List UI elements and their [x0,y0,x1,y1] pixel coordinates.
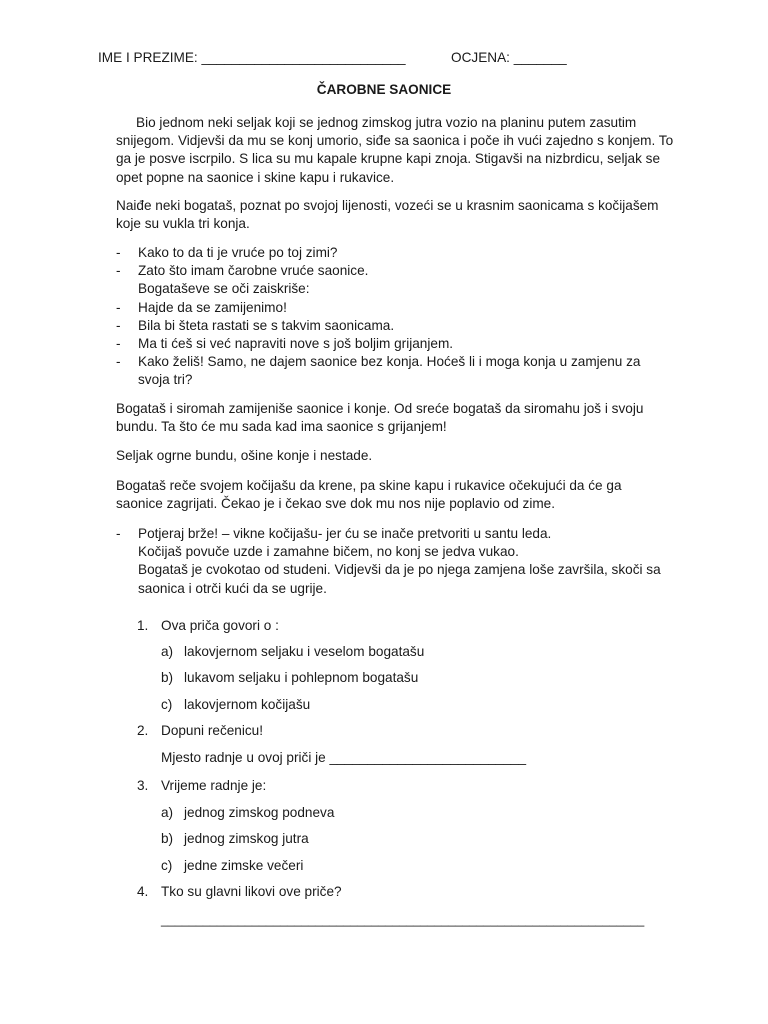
dialogue-text: Hajde da se zamijenimo! [138,299,287,315]
text-line: Naiđe neki bogataš, poznat po svojoj lijenosti, vozeći se u krasnim saonicama s kočijašem [116,198,659,213]
story-paragraph-4 [116,447,686,465]
question-text: Vrijeme radnje je: [161,778,267,793]
story-paragraph-3 [116,400,686,436]
dialogue-line [116,543,686,561]
option-letter: c) [161,697,173,712]
dialogue-text: svoja tri? [138,372,193,388]
dialogue-text: Kočijaš povuče uzde i zamahne bičem, no konj se jedva vukao. [138,544,519,560]
dialogue-text: Kako želiš! Samo, ne dajem saonice bez konja. Hoćeš li i moga konja u zamjenu za [138,354,641,370]
dash-marker: - [116,526,121,541]
option-letter: c) [161,858,173,873]
story-paragraph-1 [116,114,686,187]
option-letter: b) [161,670,174,685]
option-letter: b) [161,831,174,846]
dialogue-line [116,280,686,298]
dash-marker: - [116,354,121,370]
dialogue-line [116,561,686,579]
story-paragraph-2 [116,197,686,233]
dialogue-text: Kako to da ti je vruće po toj zimi? [138,245,338,260]
text-line: saonice zagrijati. Čekao je i čekao sve dok mu nos nije poplavio od zime. [116,496,556,512]
dialogue-text: saonica i otrči kući da se ugrije. [138,580,327,596]
dash-marker: - [116,317,121,333]
question-number: 1. [137,618,149,633]
dialogue-text: Bila bi šteta rastati se s takvim saonicama. [138,317,395,333]
grade-blank[interactable]: _______ [513,50,567,65]
text-line: bundu. Ta što će mu sada kad ima saonice s grijanjem! [116,419,447,435]
option-text: jednog zimskog podneva [184,805,335,820]
answer-line[interactable]: _____________________________________________________________________ [161,913,645,927]
option-text: lakovjernom kočijašu [184,697,311,712]
dialogue-text: Bogataš je cvokotao od studeni. Vidjevši da je po njega zamjena loše završila, skoči sa [138,562,661,578]
story-title: ČAROBNE SAONICE [316,82,452,97]
grade-field[interactable] [451,49,567,67]
text-line: Bogataš i siromah zamijeniše saonice i konje. Od sreće bogataš da siromahu još i svoju [116,401,644,416]
name-label: IME I PREZIME: [98,50,198,65]
dialogue-line [116,335,686,353]
fill-in-sentence[interactable]: Mjesto radnje u ovoj priči je __________________________ [161,750,527,765]
text-line: Bogataš reče svojem kočijašu da krene, pa skine kapu i rukavice očekujući da će ga [116,478,622,493]
story-paragraph-5 [116,477,686,513]
dialogue-text: Ma ti ćeš si već napraviti nove s još boljim grijanjem. [138,335,454,351]
dash-marker: - [116,299,121,315]
dialogue-line [116,580,686,598]
text-line: snijegom. Vidjevši da mu se konj umorio, siđe sa saonica i poče ih vući zajedno s konjem. To [116,133,674,149]
text-line: ga je posve iscrpilo. S lica su mu kapale krupne kapi znoja. Stigavši na nizbrdicu, seljak se [116,151,661,167]
question-text: Tko su glavni likovi ove priče? [161,884,342,899]
question-number: 3. [137,778,149,793]
dialogue-line [116,353,686,371]
dialogue-line [116,317,686,335]
dash-marker: - [116,263,121,279]
question-text: Dopuni rečenicu! [161,723,264,738]
text-line: Bio jednom neki seljak koji se jednog zimskog jutra vozio na planinu putem zasutim [136,115,637,130]
dialogue-line [116,299,686,317]
dialogue-line [116,525,686,543]
dialogue-text: Potjeraj brže! – vikne kočijašu- jer ću se inače pretvoriti u santu leda. [138,526,552,541]
option-text: lukavom seljaku i pohlepnom bogatašu [184,670,419,685]
dash-marker: - [116,245,121,260]
name-field[interactable] [98,49,406,67]
dialogue-line [116,244,686,262]
text-line: Seljak ogrne bundu, ošine konje i nestade. [116,448,373,463]
option-letter: a) [161,805,174,820]
option-text: lakovjernom seljaku i veselom bogatašu [184,644,425,659]
dialogue-line [116,262,686,280]
option-text: jednog zimskog jutra [184,831,309,846]
dialogue-list [116,244,686,390]
dash-marker: - [116,335,121,351]
grade-label: OCJENA: [451,50,510,65]
question-number: 2. [137,723,149,738]
dialogue-text: Zato što imam čarobne vruće saonice. [138,263,369,279]
dialogue-line [116,371,686,389]
text-line: opet popne na saonice i skine kapu i rukavice. [116,169,395,185]
question-text: Ova priča govori o : [161,618,279,633]
text-line: koje su vukla tri konja. [116,216,250,232]
final-dialogue [116,525,686,598]
question-number: 4. [137,884,149,899]
option-letter: a) [161,644,174,659]
name-blank[interactable]: ___________________________ [201,50,406,65]
dialogue-text: Bogataševe se oči zaiskriše: [138,281,310,297]
option-text: jedne zimske večeri [184,858,304,873]
